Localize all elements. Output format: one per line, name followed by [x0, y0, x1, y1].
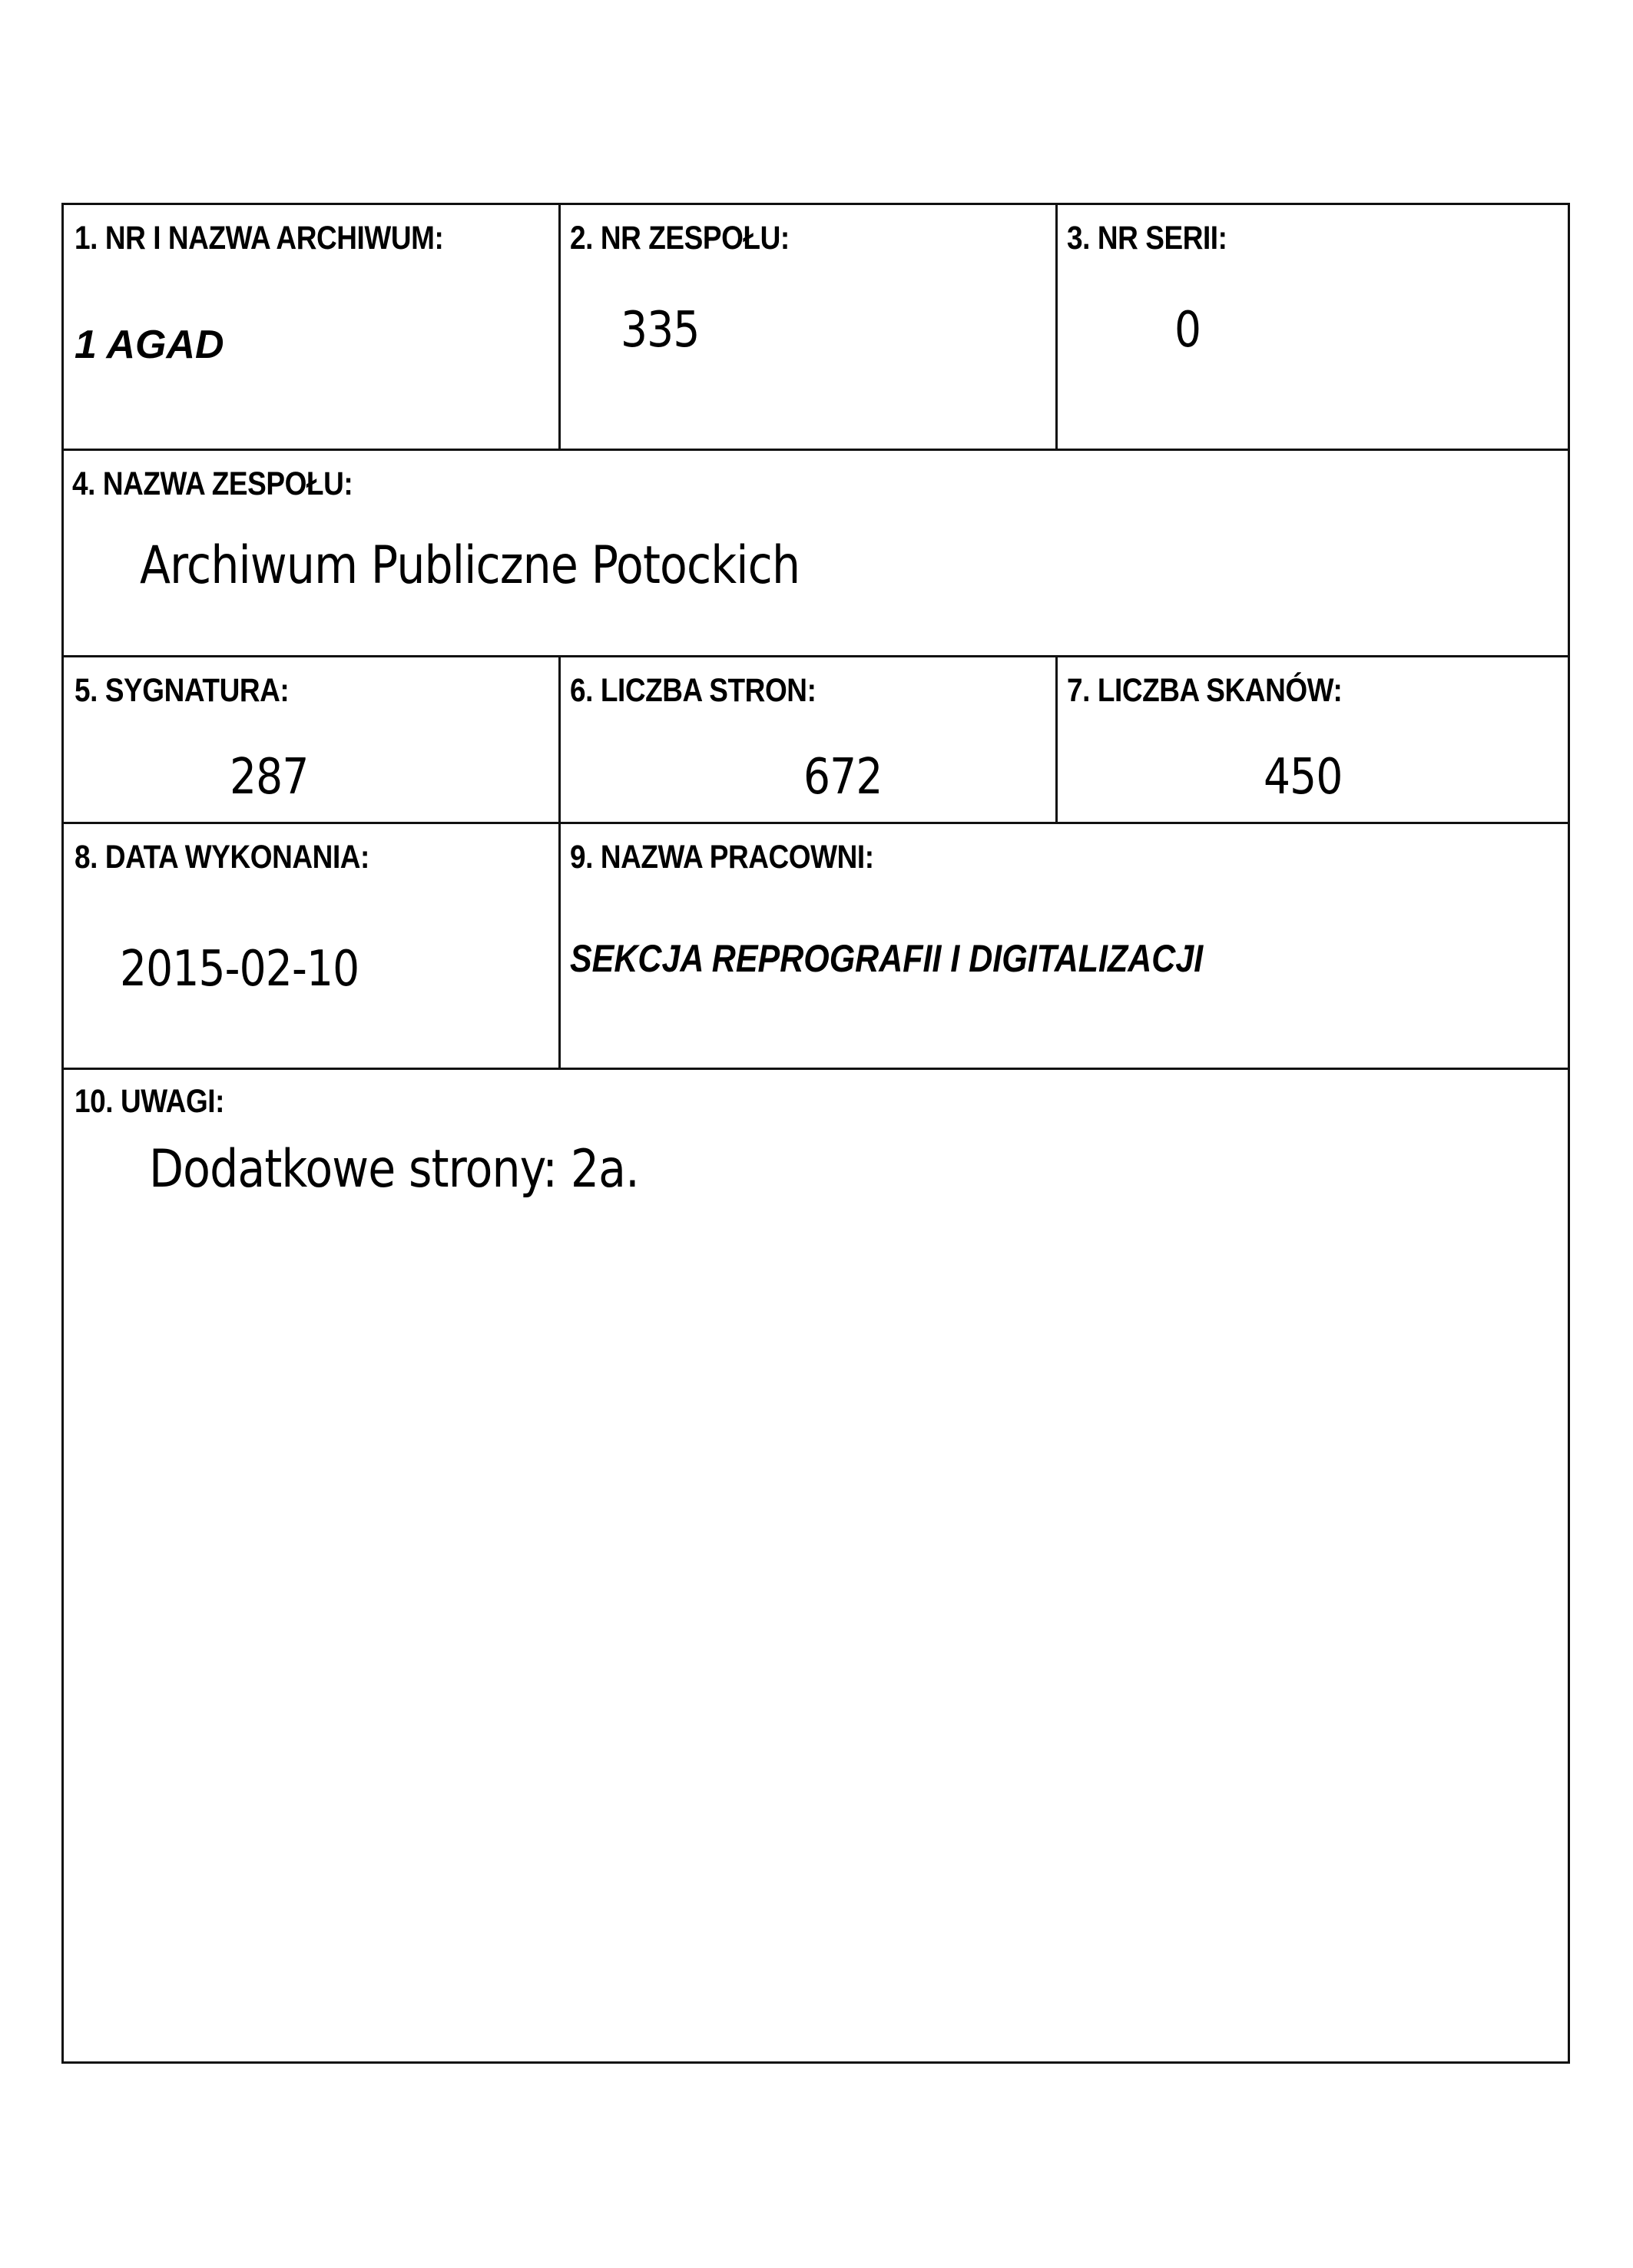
field-fonds-name	[64, 451, 1568, 655]
field-label: 10. UWAGI:	[75, 1083, 225, 1120]
field-value: 672	[803, 749, 883, 806]
field-value: 1 AGAD	[75, 323, 224, 367]
field-label: 1. NR I NAZWA ARCHIWUM:	[75, 220, 444, 257]
field-value: 450	[1264, 749, 1343, 806]
field-fonds-number	[561, 205, 1058, 451]
field-signature	[64, 657, 561, 822]
field-value: Archiwum Publiczne Potockich	[140, 535, 800, 596]
field-label: 5. SYGNATURA:	[75, 672, 290, 709]
field-archive	[64, 205, 561, 451]
field-value: 287	[230, 749, 309, 806]
field-label: 4. NAZWA ZESPOŁU:	[72, 465, 353, 502]
metadata-form	[61, 203, 1570, 2064]
field-label: 6. LICZBA STRON:	[570, 672, 816, 709]
field-value: Dodatkowe strony: 2a.	[149, 1139, 639, 1200]
field-label: 7. LICZBA SKANÓW:	[1067, 672, 1343, 709]
field-value: 2015-02-10	[120, 941, 359, 998]
field-label: 9. NAZWA PRACOWNI:	[570, 839, 874, 876]
field-workshop	[561, 824, 1568, 1068]
field-label: 8. DATA WYKONANIA:	[75, 839, 369, 876]
field-date	[64, 824, 561, 1068]
field-label: 3. NR SERII:	[1067, 220, 1227, 257]
field-value: 335	[621, 302, 700, 359]
field-value: 0	[1174, 302, 1201, 359]
field-page-count	[561, 657, 1058, 822]
field-scan-count	[1058, 657, 1570, 822]
field-label: 2. NR ZESPOŁU:	[570, 220, 790, 257]
field-notes	[64, 1070, 1568, 2061]
field-series-number	[1058, 205, 1570, 451]
field-value: SEKCJA REPROGRAFII I DIGITALIZACJI	[570, 937, 1204, 980]
